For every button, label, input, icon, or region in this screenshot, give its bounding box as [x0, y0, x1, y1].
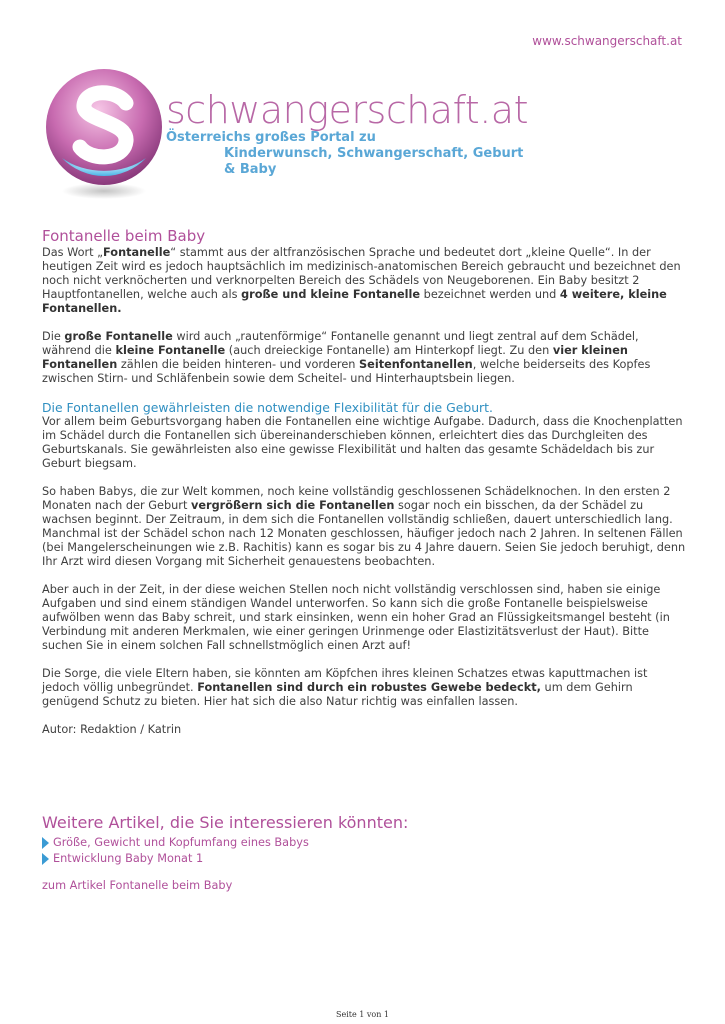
article-author: Autor: Redaktion / Katrin [42, 723, 182, 736]
emphasis-text: Seitenfontanellen [359, 358, 473, 371]
article-permalink[interactable]: zum Artikel Fontanelle beim Baby [42, 879, 233, 892]
emphasis-text: Fontanellen sind durch ein robustes Gewebe bedeckt, [197, 681, 541, 694]
emphasis-text: große und kleine Fontanelle [241, 288, 421, 301]
emphasis-text: vergrößern sich die Fontanellen [190, 499, 395, 512]
logo-subtitle-line1: Österreichs großes Portal zu [166, 130, 376, 145]
article-paragraph: Die große Fontanelle wird auch „rautenförmige“ Fontanelle genannt und liegt zentral auf dem Schädel, während die kleine Fontanelle (auch dreieckige Fontanelle) am Hinterkopf liegt. Zu den vier kleinen Fontanellen zählen die beiden hinteren- und vorderen Seitenfontanellen, welche beiderseits des Kopfes zwischen Stirn- und Schläfenbein sowie dem Scheitel- und Hinterhauptsbein liegen. [42, 330, 651, 385]
logo-title: schwangerschaft.at [166, 88, 528, 132]
site-url[interactable]: www.schwangerschaft.at [532, 34, 682, 48]
related-article-label[interactable]: Größe, Gewicht und Kopfumfang eines Babys [53, 836, 309, 849]
related-article-link[interactable] [42, 835, 686, 851]
article-paragraph: Vor allem beim Geburtsvorgang haben die Fontanellen eine wichtige Aufgabe. Dadurch, dass die Knochenplatten im Schädel durch die Fontanellen sich übereinanderschieben können, erleichtert dies das Durchgleiten des Geburtskanals. Sie gewährleisten also eine gewisse Flexibilität und halten das gesamte Schädeldach bis zur Geburt biegsam. [42, 415, 683, 470]
article-paragraph: So haben Babys, die zur Welt kommen, noch keine vollständig geschlossenen Schädelknochen. In den ersten 2 Monaten nach der Geburt vergrößern sich die Fontanellen sogar noch ein bisschen, da der Schädel zu wachsen beginnt. Der Zeitraum, in dem sich die Fontanellen vollständig schließen, dauert unterschiedlich lang. Manchmal ist der Schädel schon nach 12 Monaten geschlossen, häufiger jedoch nach 2 Jahren. In seltenen Fällen (bei Mangelerscheinungen wie z.B. Rachitis) kann es sogar bis zu 4 Jahre dauern. Seien Sie jedoch beruhigt, denn Ihr Arzt wird diesen Vorgang mit Sicherheit genauestens beobachten. [42, 485, 686, 568]
emphasis-text: Fontanelle [103, 246, 171, 259]
emphasis-text: 4 weitere, kleine Fontanellen. [42, 288, 667, 315]
article-paragraph: Die Sorge, die viele Eltern haben, sie könnten am Köpfchen ihres kleinen Schatzes etwas kaputtmachen ist jedoch völlig unbegründet. Fontanellen sind durch ein robustes Gewebe bedeckt, um dem Gehirn genügend Schutz zu bieten. Hier hat sich die also Natur richtig was einfallen lassen. [42, 667, 648, 708]
emphasis-text: vier kleinen Fontanellen [42, 344, 628, 371]
site-logo[interactable] [42, 63, 528, 205]
article-subheading: Die Fontanellen gewährleisten die notwendige Flexibilität für die Geburt. [42, 400, 493, 415]
emphasis-text: große Fontanelle [64, 330, 173, 343]
article-content [42, 227, 686, 893]
related-article-link[interactable] [42, 851, 686, 867]
article-title: Fontanelle beim Baby [42, 227, 206, 245]
related-articles-title: Weitere Artikel, die Sie interessieren könnten: [42, 813, 409, 832]
triangle-right-icon [42, 837, 49, 849]
page-footer: Seite 1 von 1 [335, 1010, 390, 1019]
triangle-right-icon [42, 853, 49, 865]
article-paragraph: Das Wort „Fontanelle“ stammt aus der altfranzösischen Sprache und bedeutet dort „kleine Quelle“. In der heutigen Zeit wird es jedoch hauptsächlich im medizinisch-anatomischen Bereich gebraucht und bezeichnet den noch nicht verknöcherten und verknorpelten Bereich des Schädels von Neugeborenen. Ein Baby besitzt 2 Hauptfontanellen, welche auch als große und kleine Fontanelle bezeichnet werden und 4 weitere, kleine Fontanellen. [42, 246, 681, 315]
article-paragraph: Aber auch in der Zeit, in der diese weichen Stellen noch nicht vollständig verschlossen sind, haben sie einige Aufgaben und sind einem ständigen Wandel unterworfen. So kann sich die große Fontanelle beispielsweise aufwölben wenn das Baby schreit, und stark einsinken, wenn ein hoher Grad an Flüssigkeitsmangel besteht (in Verbindung mit anderen Merkmalen, wie einer geringen Urinmenge oder Elastizitätsverlust der Haut). Bitte suchen Sie in einem solchen Fall schnellstmöglich einen Arzt auf! [42, 583, 670, 652]
logo-subtitle-line2: Kinderwunsch, Schwangerschaft, Geburt & Baby [224, 146, 524, 177]
logo-s-ball-icon [42, 63, 162, 205]
emphasis-text: kleine Fontanelle [115, 344, 226, 357]
related-article-label[interactable]: Entwicklung Baby Monat 1 [53, 852, 204, 865]
